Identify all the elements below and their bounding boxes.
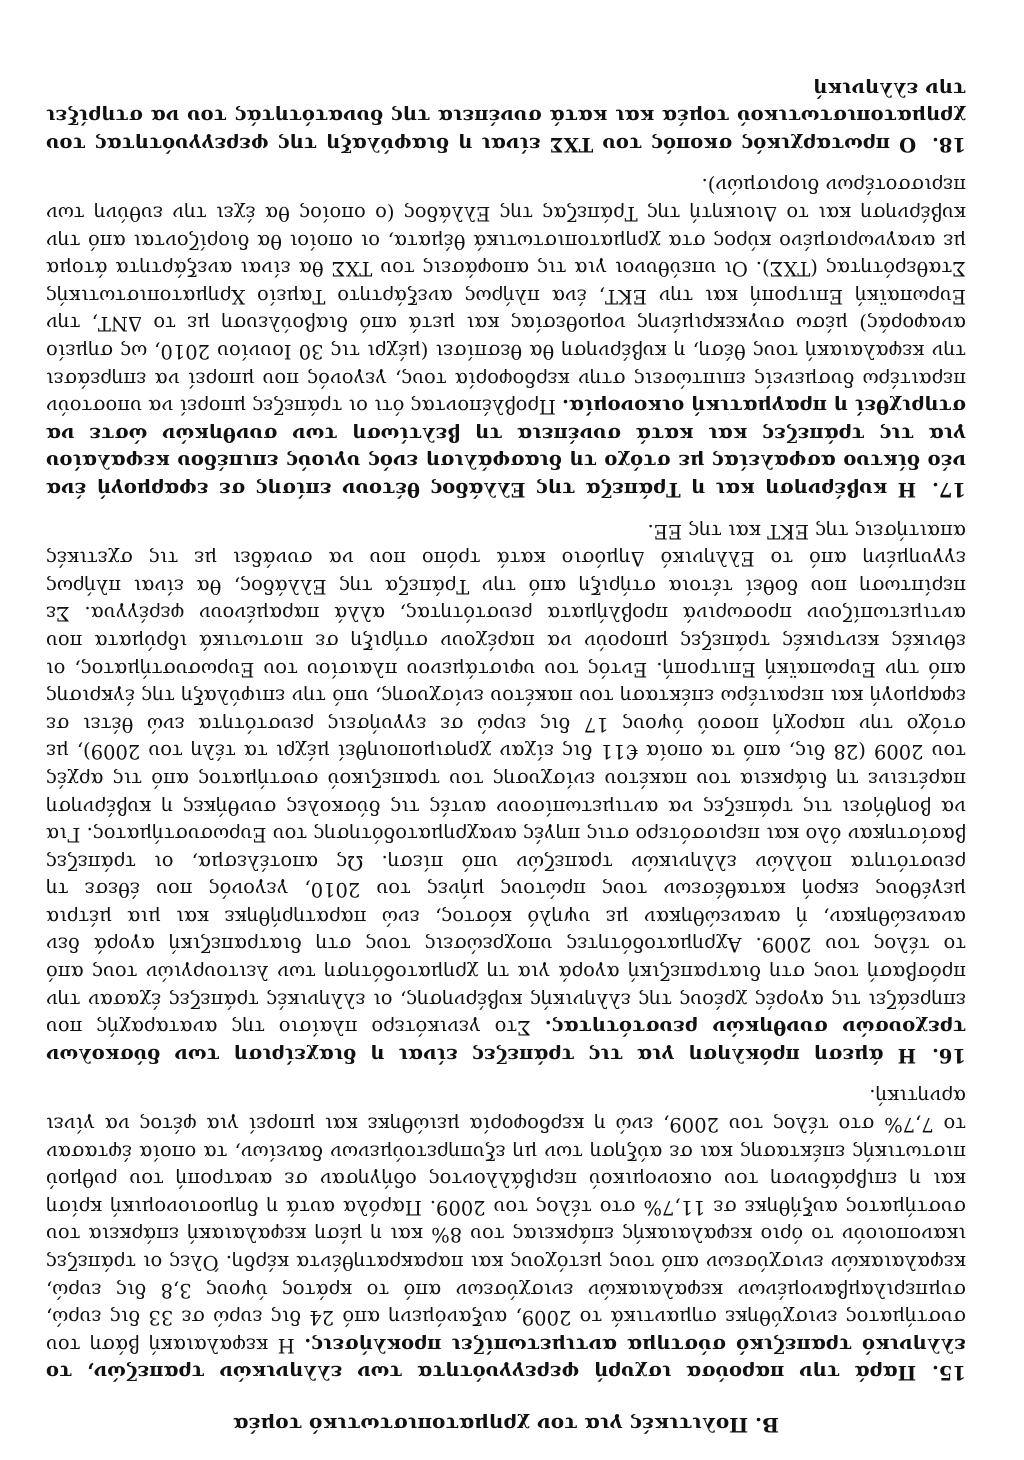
paragraph-16 xyxy=(46,517,966,1069)
paragraph-number: 15. xyxy=(932,1361,966,1385)
paragraph-text: Προβλέποντας ότι οι τράπεζες μπορεί να υποστούν περαιτέρω δυσμενείς επιπτώσεις στην κερδοφορία τους, γεγονός που μπορεί να επηρεάσει την κεφαλαιακή τους θέση, η κυβέρνηση θα θεσπίσει (μέχρι τις 30 Ιουνίου 2010, ως σημείο αναφοράς) μέσω συγκεκριμένης νομοθεσίας και μετά από διαβούλευση με το ΔΝΤ, την Ευρωπαϊκή Επιτροπή και την ΕΚΤ, ένα πλήρως ανεξάρτητο Ταμείο Χρηματοπιστωτικής Σταθερότητας (ΤΧΣ). Οι υπεύθυνοι για τις αποφάσεις του ΤΧΣ θα είναι ανεξάρτητα άτομα με αναγνωρισμένο κύρος στα χρηματοπιστωτικά θέματα, οι οποίοι θα διορίζονται από την κυβέρνηση και το Διοικητή της Τράπεζας της Ελλάδος (ο οποίος θα έχει την ευθύνη των περισσοτέρων διορισμών). xyxy=(46,174,966,419)
paragraph-number: 17. xyxy=(932,478,966,501)
paragraph-15 xyxy=(46,1083,966,1387)
paragraph-17 xyxy=(46,172,966,503)
paragraph-18 xyxy=(46,75,966,158)
paragraph-number: 18. xyxy=(932,132,966,156)
document-body xyxy=(46,61,966,1438)
paragraph-text: Στο γενικότερο πλαίσιο της αναταραχής που επηρεάζει τις αγορές χρέους της ελληνικής κυβέρνησης, οι ελληνικές τράπεζες έχασαν την πρόσβασή τους στη διατραπεζική αγορά για τη χρηματοδότηση των λειτουργιών τους από το τέλος του 2009. Αχρηματοδότητες υποχρεώσεις τους στη διατραπεζική αγορά δεν ανανεώθηκαν, ή ανανεώθηκαν με υψηλό κόστος, ενώ παρατηρήθηκε και μια μέτρια μεγέθους εκροή καταθέσεων τους πρώτους μήνες του 2010, γεγονός που έθεσε τη ρευστότητα πολλών ελληνικών τραπεζών υπό πίεση. Ως αποτέλεσμα, οι τράπεζες βασίστηκαν όλο και περισσότερο στις πηγές αναχρηματοδότησης του Ευρωσυστήματος. Για να βοηθήσει τις τράπεζες να αντιμετωπίσουν αυτές τις δύσκολες συνθήκες η κυβέρνηση παρέτεινε τη διάρκεια του πακέτου ενίσχυσης του τραπεζικού συστήματος από τις αρχές του 2009 (28 δις, από τα οποία €11 δις είχαν χρησιμοποιηθεί μέχρι τα τέλη του 2009), με στόχο την παροχή ποσού ύψους 17 δις ευρώ σε εγγυήσεις ρευστότητα ενώ θέτει σε εφαρμογή και περαιτέρω επέκταση του πακέτου ενίσχυσης, υπό την επιφύλαξη της έγκρισης από την Ευρωπαϊκή Επιτροπή. Εντός του υφιστάμενου πλαισίου του Ευρωσυστήματος, οι εθνικές κεντρικές τράπεζες μπορούν να παρέχουν στήριξη σε πιστωτικά ιδρύματα που αντιμετωπίζουν προσωρινά προβλήματα ρευστότητας, αλλά παραμένουν φερέγγυα. Σε περίπτωση που δοθεί τέτοια στήριξη από την Τράπεζα της Ελλάδος, θα είναι πλήρως εγγυημένη από το Ελληνικό Δημόσιο κατά τρόπο που να συνάδει με τις σχετικές απαιτήσεις της ΕΚΤ και της ΕΕ. xyxy=(46,519,966,1040)
paragraph-text: Η κεφαλαιακή βάση του συστήματος ενισχύθηκε σημαντικά το 2009, αυξανόμενη από 24 δις ευρώ σε 33 δις ευρώ, συμπεριλαμβανομένων κεφαλαιακών ενισχύσεων από το κράτος ύψους 3,8 δις ευρώ, κεφαλαιακών ενισχύσεων από τους μετόχους και παρακρατηθέντα κέρδη. Όλες οι τράπεζες ικανοποιούν το όριο κεφαλαιακής επάρκειας του 8% και η μέση κεφαλαιακή επάρκεια του συστήματος αυξήθηκε σε 11,7% στο τέλος του 2009. Παρόλα αυτά η δημοσιονομική κρίση και η επιβράδυνση του οικονομικού περιβάλλοντος οδήγησαν σε ανατροπή του ρυθμού πιστωτικής επέκτασης και σε αύξηση των μη εξυπηρετούμενων δανείων, τα οποία έφτασαν το 7,7% στο τέλος του 2009, ενώ η κερδοφορία μειώθηκε και μπορεί για φέτος να γίνει αρνητική. xyxy=(46,1085,966,1357)
section-heading: Β. Πολιτικές για τον χρηματοπιστωτικό τομέα xyxy=(233,1413,779,1437)
paragraph-number: 16. xyxy=(932,1043,966,1067)
paragraph-lead: Η άμεση πρόκληση για τις τράπεζες είναι η διαχείριση των δύσκολων τρεχουσών συνθηκών ρευστότητας. xyxy=(46,1016,966,1067)
paragraph-lead: Παρά την παρούσα ισχυρή φερεγγυότητα των ελληνικών τραπεζών, το ελληνικό τραπεζικό σύστημα αντιμετωπίζει προκλήσεις. xyxy=(46,1333,966,1385)
paragraph-lead: Η κυβέρνηση και η Τράπεζα της Ελλάδος θέτουν επίσης σε εφαρμογή ένα νέο δίκτυο ασφαλείας με στόχο τη διασφάλιση ενός υγιούς επιπέδου κεφαλαίου για τις τράπεζες και κατά συνέπεια τη βελτίωση των συνθηκών ώστε να στηριχθεί η πραγματική οικονομία. xyxy=(46,395,966,501)
paragraph-text: Ο πρωταρχικός σκοπός του ΤΧΣ είναι η διαφύλαξη της φερεγγυότητας του χρηματοπιστωτικού τομέα και κατά συνέπεια της δυνατότητάς του να στηρίξει την ελληνική xyxy=(46,77,966,156)
